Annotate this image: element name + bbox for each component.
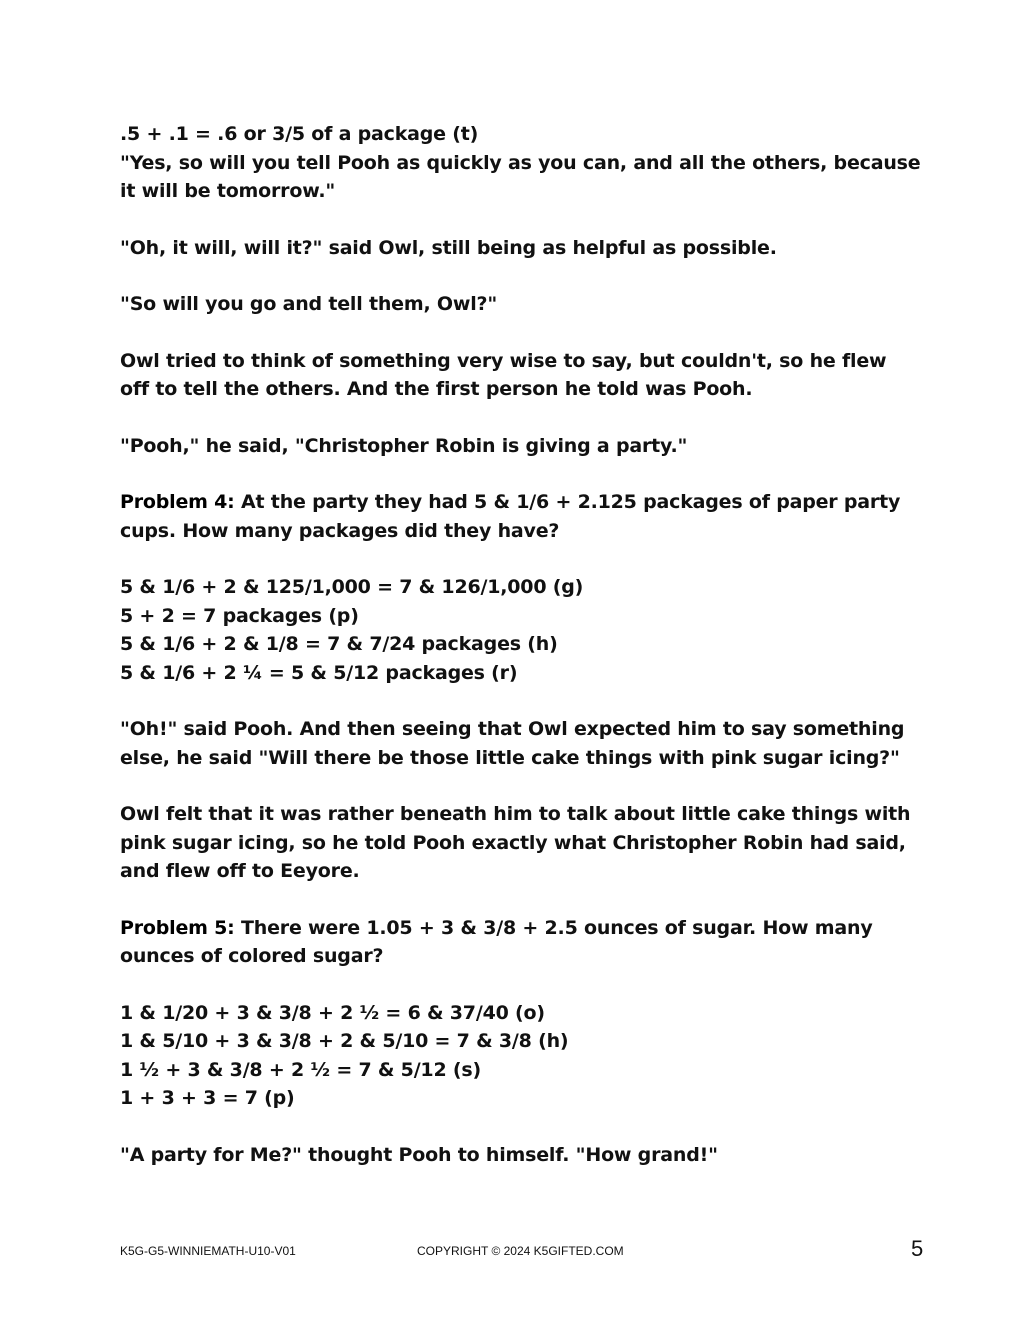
- footer-document-code: K5G-G5-WINNIEMATH-U10-V01: [120, 1244, 296, 1258]
- paragraph: [120, 290, 920, 319]
- text-line: and flew off to Eeyore.: [120, 860, 360, 882]
- paragraph: [120, 120, 920, 206]
- problem-5: [120, 914, 920, 971]
- problem-line: ounces of colored sugar?: [120, 945, 384, 967]
- text-line: off to tell the others. And the first person he told was Pooh.: [120, 378, 753, 400]
- text-line: "A party for Me?" thought Pooh to himself. "How grand!": [120, 1143, 718, 1166]
- text-line: Owl felt that it was rather beneath him to talk about little cake things with: [120, 803, 911, 825]
- answer-choice: 5 & 1/6 + 2 & 125/1,000 = 7 & 126/1,000 (g): [120, 576, 584, 598]
- text-line: it will be tomorrow.": [120, 180, 336, 202]
- answer-choice: 5 & 1/6 + 2 ¼ = 5 & 5/12 packages (r): [120, 661, 518, 684]
- text-line: else, he said "Will there be those little cake things with pink sugar icing?": [120, 746, 900, 769]
- paragraph: [120, 234, 920, 263]
- problem-label: Problem 4:: [120, 491, 235, 513]
- answer-choices-5: [120, 999, 920, 1113]
- answer-choice: 5 + 2 = 7 packages (p): [120, 604, 359, 627]
- text-line: "Oh!" said Pooh. And then seeing that Owl expected him to say something: [120, 718, 905, 740]
- answer-line: .5 + .1 = .6 or 3/5 of a package (t): [120, 123, 479, 145]
- paragraph: [120, 715, 920, 772]
- answer-choice: 1 + 3 + 3 = 7 (p): [120, 1087, 295, 1109]
- text-line: "Yes, so will you tell Pooh as quickly as you can, and all the others, because: [120, 151, 921, 174]
- paragraph: [120, 800, 920, 886]
- answer-choice: 1 ½ + 3 & 3/8 + 2 ½ = 7 & 5/12 (s): [120, 1058, 481, 1081]
- text-line: "Pooh," he said, "Christopher Robin is giving a party.": [120, 434, 688, 457]
- problem-line: cups. How many packages did they have?: [120, 519, 560, 542]
- paragraph: [120, 1141, 920, 1170]
- page-number: 5: [911, 1236, 924, 1261]
- problem-4: [120, 488, 920, 545]
- text-line: Owl tried to think of something very wise to say, but couldn't, so he flew: [120, 349, 887, 372]
- answer-choice: 1 & 1/20 + 3 & 3/8 + 2 ½ = 6 & 37/40 (o): [120, 1001, 545, 1024]
- answer-choices-4: [120, 573, 920, 687]
- text-line: "Oh, it will, will it?" said Owl, still being as helpful as possible.: [120, 236, 777, 259]
- problem-label: Problem 5:: [120, 916, 235, 939]
- problem-line: [120, 914, 920, 943]
- answer-choice: 5 & 1/6 + 2 & 1/8 = 7 & 7/24 packages (h): [120, 633, 558, 655]
- problem-text: At the party they had 5 & 1/6 + 2.125 packages of paper party: [234, 491, 901, 513]
- paragraph: [120, 347, 920, 404]
- answer-choice: 1 & 5/10 + 3 & 3/8 + 2 & 5/10 = 7 & 3/8 (h): [120, 1030, 569, 1052]
- paragraph: [120, 432, 920, 461]
- problem-text: There were 1.05 + 3 & 3/8 + 2.5 ounces of sugar. How many: [234, 916, 873, 939]
- text-line: "So will you go and tell them, Owl?": [120, 293, 498, 315]
- footer-copyright: COPYRIGHT © 2024 K5GIFTED.COM: [417, 1244, 624, 1258]
- document-body: [120, 120, 920, 1169]
- text-line: pink sugar icing, so he told Pooh exactly what Christopher Robin had said,: [120, 831, 906, 854]
- problem-line: [120, 488, 920, 517]
